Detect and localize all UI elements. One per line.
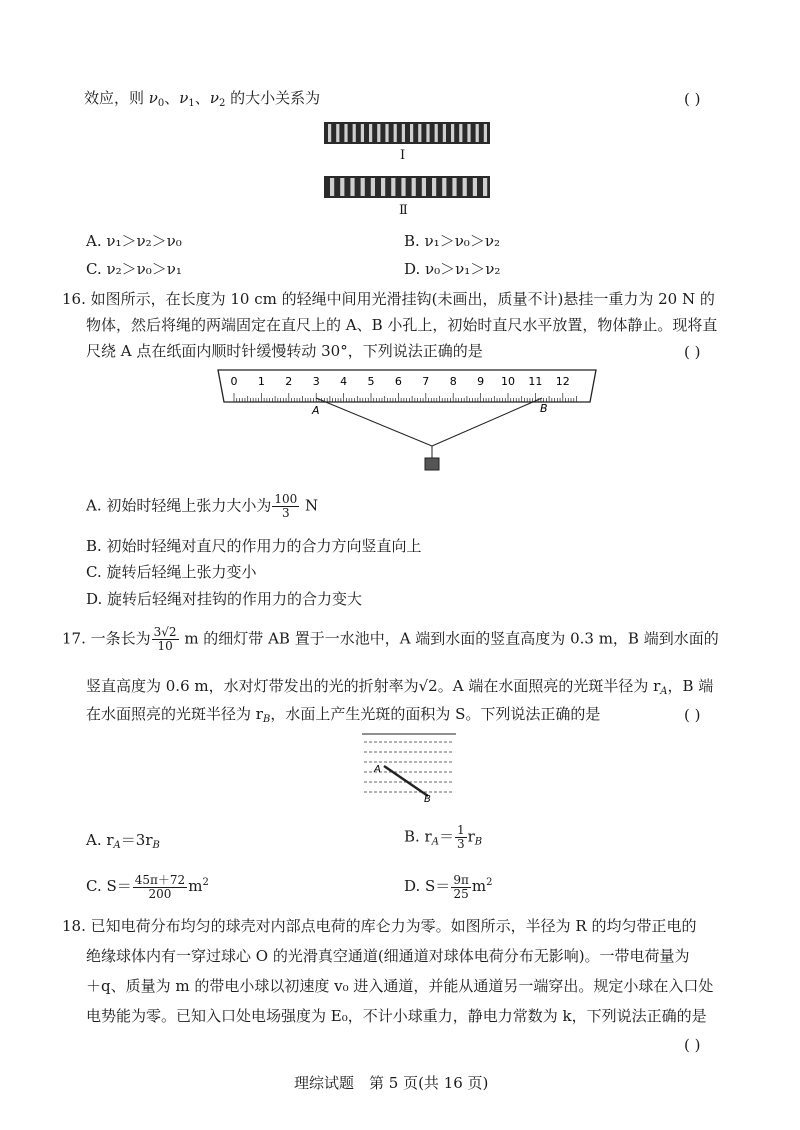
spectrum-II-line (330, 178, 334, 196)
spectrum-II-line (381, 178, 385, 196)
q16-answer-paren: ( ) (684, 343, 701, 361)
spectrum-II-line (371, 178, 375, 196)
q17-option-b: B. $r_A=$ $\frac{1}{3}$ $r_B$ (404, 823, 483, 851)
spectrum-I-line (402, 124, 405, 142)
q17-answer-paren: ( ) (684, 706, 701, 724)
spectrum-I-label: Ⅰ (400, 148, 406, 163)
q17-option-a: A. $r_A=3r_B$ (86, 831, 160, 851)
q16-option-a: A. 初始时轻绳上张力大小为 $\frac{100}{3}$ N (86, 492, 319, 520)
spectrum-I-line (426, 124, 429, 142)
q16-option-c: C. 旋转后轻绳上张力变小 (86, 563, 257, 581)
hole-a-label: A (312, 404, 320, 417)
q18-answer-paren: ( ) (684, 1036, 701, 1054)
q15-option-c: C. ν₂＞ν₀＞ν₁ (86, 260, 182, 278)
spectrum-I-line (385, 124, 388, 142)
spectrum-I-line (336, 124, 339, 142)
weight-block (425, 458, 439, 470)
spectrum-I-line (353, 124, 356, 142)
q16-stem-line3: 尺绕 A 点在纸面内顺时针缓慢转动 30°，下列说法正确的是 (86, 342, 483, 360)
spectrum-I-line (344, 124, 347, 142)
q17-option-c: C. S＝ $\frac{45\pi+72}{200}$ $m^2$ (86, 872, 209, 901)
spectrum-II-label: Ⅱ (399, 203, 408, 218)
spectrum-I-line (476, 124, 479, 142)
rope-left (316, 398, 432, 446)
spectrum-II-line (412, 178, 416, 196)
ruler-number: 4 (340, 375, 348, 388)
spectrum-I-line (377, 124, 380, 142)
q18-stem-line1: 18. 已知电荷分布均匀的球壳对内部点电荷的库仑力为零。如图所示，半径为 R 的均匀带正电的 (62, 917, 697, 935)
ruler-number: 0 (230, 375, 238, 388)
page-footer: 理综试题 第 5 页(共 16 页) (294, 1074, 489, 1092)
spectrum-II-line (432, 178, 436, 196)
q17-option-d: D. S＝ $\frac{9\pi}{25}$ $m^2$ (404, 872, 493, 901)
q15-intro: 效应，则 $\nu_0$、$\nu_1$、$\nu_2$ 的大小关系为 (84, 89, 321, 109)
q17-pool-figure (360, 728, 460, 804)
spectrum-I (324, 122, 490, 144)
q16-option-d: D. 旋转后轻绳对挂钩的作用力的合力变大 (86, 590, 363, 608)
q18-stem-line2: 绝缘球体内有一穿过球心 O 的光滑真空通道(细通道对球体电荷分布无影响)。一带电荷量为 (86, 947, 690, 965)
spectrum-II-line (473, 178, 477, 196)
q16-stem-line1: 16. 如图所示，在长度为 10 cm 的轻绳中间用光滑挂钩(未画出，质量不计)悬挂一重力为 20 N 的 (62, 290, 715, 308)
spectrum-I-line (443, 124, 446, 142)
q15-answer-paren: ( ) (684, 90, 701, 108)
rope-right (432, 398, 542, 446)
light-strip-ab (384, 766, 428, 796)
ruler-ticks (234, 393, 577, 402)
q17-stem-line2: 竖直高度为 0.6 m，水对灯带发出的光的折射率为√2。A 端在水面照亮的光斑半径为 $r_A$，B 端 (86, 677, 714, 697)
ruler-number: 5 (367, 375, 375, 388)
spectrum-II-line (463, 178, 467, 196)
spectrum-II-line (361, 178, 365, 196)
spectrum-II-line (350, 178, 354, 196)
spectrum-I-line (369, 124, 372, 142)
spectrum-I-line (467, 124, 470, 142)
ruler-number: 6 (394, 375, 402, 388)
q16-ruler-figure (212, 366, 602, 478)
q15-option-b: B. ν₁＞ν₀＞ν₂ (404, 232, 500, 250)
spectrum-I-line (459, 124, 462, 142)
q17-stem-line3: 在水面照亮的光斑半径为 $r_B$，水面上产生光斑的面积为 S。下列说法正确的是 (86, 705, 601, 725)
spectrum-II-line (401, 178, 405, 196)
q15-option-a: A. ν₁＞ν₂＞ν₀ (86, 232, 182, 250)
spectrum-II-line (422, 178, 426, 196)
spectrum-I-line (484, 124, 487, 142)
spectrum-I-line (328, 124, 331, 142)
q17-stem-line1: 17. 一条长为 $\frac{3√2}{10}$ m 的细灯带 AB 置于一水池中，A 端到水面的竖直高度为 0.3 m，B 端到水面的 (62, 625, 719, 653)
spectrum-II (324, 176, 490, 198)
ruler-numbers (231, 375, 570, 388)
ruler-number: 9 (477, 375, 485, 388)
strip-end-a-label: A (374, 764, 381, 775)
spectrum-II-line (452, 178, 456, 196)
spectrum-II-line (340, 178, 344, 196)
strip-end-b-label: B (424, 794, 431, 804)
q16-stem-line2: 物体，然后将绳的两端固定在直尺上的 A、B 小孔上，初始时直尺水平放置，物体静止。现将直 (86, 316, 718, 334)
ruler-number: 1 (257, 375, 265, 388)
spectrum-II-line (391, 178, 395, 196)
spectrum-I-band (324, 122, 490, 144)
ruler-number: 10 (501, 375, 515, 388)
ruler-number: 8 (449, 375, 457, 388)
ruler-number: 7 (422, 375, 430, 388)
q18-stem-line3: ＋q、质量为 m 的带电小球以初速度 v₀ 进入通道，并能从通道另一端穿出。规定小球在入口处 (86, 977, 714, 995)
spectrum-I-line (410, 124, 413, 142)
spectrum-II-line (483, 178, 487, 196)
ruler-number: 3 (312, 375, 320, 388)
q16-option-b: B. 初始时轻绳对直尺的作用力的合力方向竖直向上 (86, 537, 422, 555)
ruler-number: 12 (555, 375, 570, 388)
spectrum-I-line (435, 124, 438, 142)
spectrum-II-line (442, 178, 446, 196)
ruler-number: 2 (285, 375, 293, 388)
hole-b-label: B (540, 402, 548, 415)
spectrum-I-line (451, 124, 454, 142)
spectrum-I-line (418, 124, 421, 142)
q18-stem-line4: 电势能为零。已知入口处电场强度为 E₀，不计小球重力，静电力常数为 k，下列说法正确的是 (86, 1007, 707, 1025)
ruler-number: 11 (528, 375, 543, 388)
spectrum-I-line (361, 124, 364, 142)
q15-option-d: D. ν₀＞ν₁＞ν₂ (404, 260, 501, 278)
spectrum-I-line (394, 124, 397, 142)
